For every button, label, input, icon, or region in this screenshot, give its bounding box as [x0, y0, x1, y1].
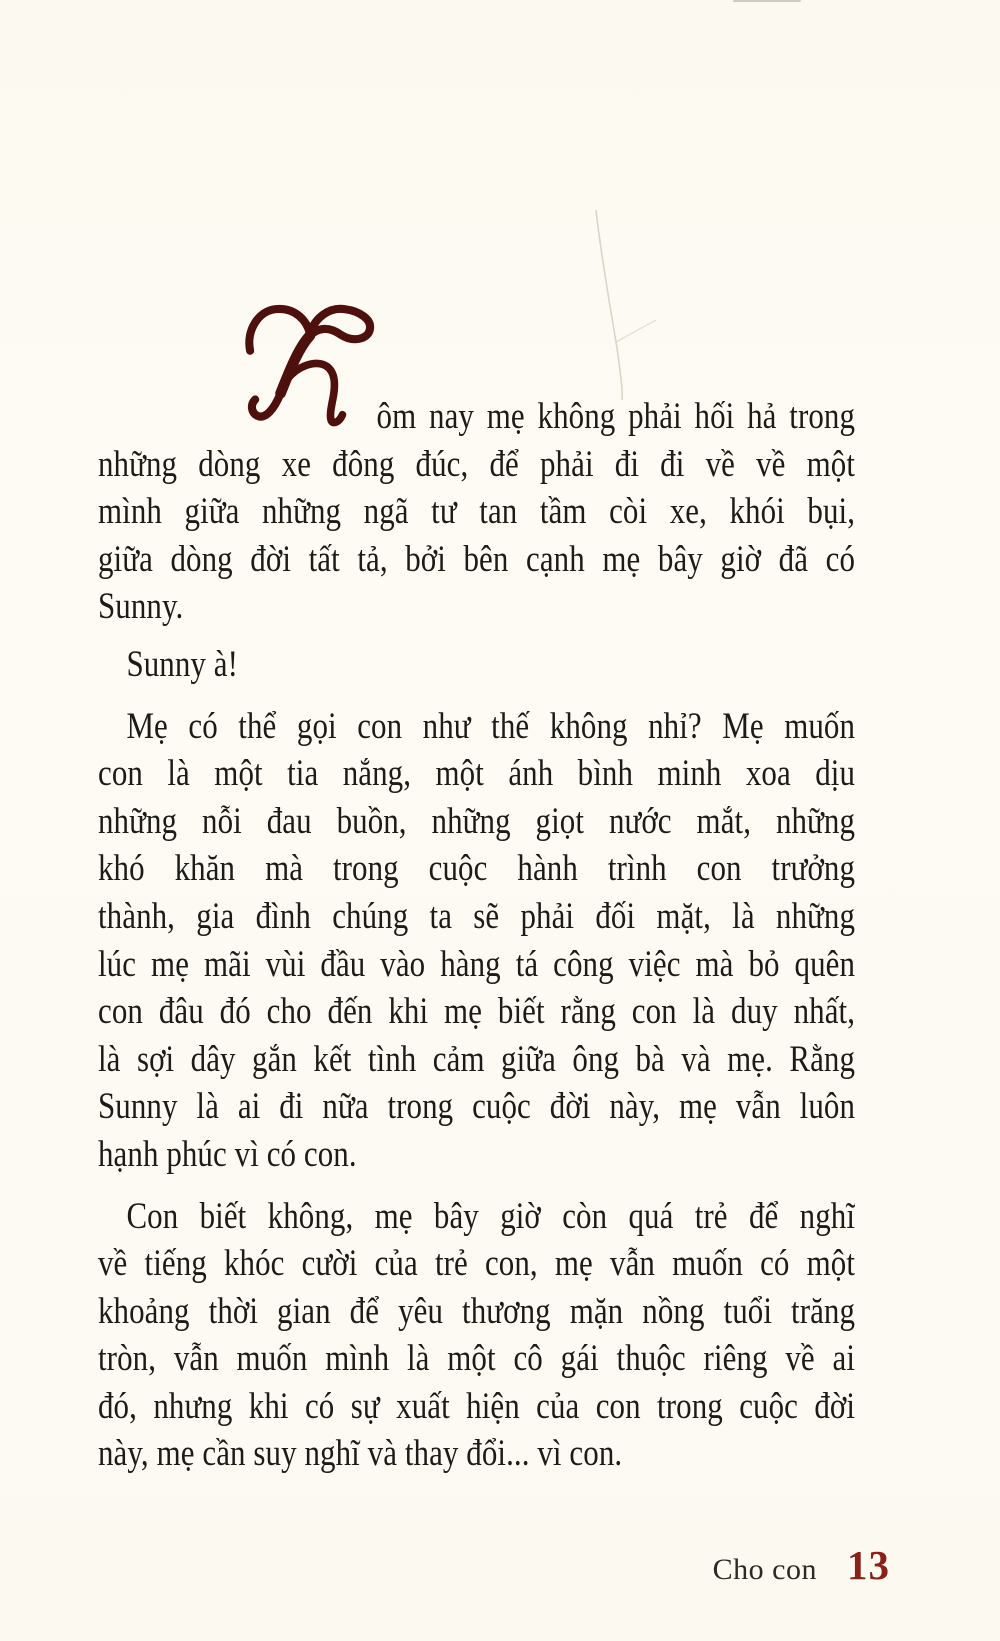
text-line: thành, gia đình chúng ta sẽ phải đối mặt, là những	[98, 895, 856, 937]
text-line: khó khăn mà trong cuộc hành trình con trưởng	[98, 848, 856, 890]
text-line: giữa dòng đời tất tả, bởi bên cạnh mẹ bây giờ đã có	[98, 538, 856, 580]
page-number: 13	[847, 1542, 890, 1588]
text-line: ôm nay mẹ không phải hối hả trong	[376, 396, 856, 437]
text-line: con là một tia nắng, một ánh bình minh xoa dịu	[98, 753, 856, 795]
scan-edge-mark	[733, 0, 801, 2]
text-line: tròn, vẫn muốn mình là một cô gái thuộc riêng về ai	[98, 1338, 856, 1380]
text-line: Con biết không, mẹ bây giờ còn quá trẻ để nghĩ	[126, 1195, 856, 1237]
text-line: về tiếng khóc cười của trẻ con, mẹ vẫn muốn có một	[98, 1243, 856, 1285]
text-line: Sunny là ai đi nữa trong cuộc đời này, mẹ vẫn luôn	[98, 1086, 856, 1128]
text-line: là sợi dây gắn kết tình cảm giữa ông bà và mẹ. Rằng	[98, 1038, 856, 1080]
paragraph	[98, 703, 855, 1179]
text-line: Sunny à!	[126, 643, 239, 685]
text-line: những nỗi đau buồn, những giọt nước mắt, những	[98, 800, 856, 842]
page-footer	[713, 1541, 890, 1589]
text-flow	[98, 393, 855, 1478]
paragraph	[98, 393, 855, 631]
text-line: con đâu đó cho đến khi mẹ biết rằng con là duy nhất,	[98, 991, 856, 1033]
text-line: lúc mẹ mãi vùi đầu vào hàng tá công việc mà bỏ quên	[98, 943, 856, 985]
text-line: những dòng xe đông đúc, để phải đi đi về về một	[98, 443, 856, 485]
text-line: khoảng thời gian để yêu thương mặn nồng tuổi trăng	[98, 1290, 856, 1332]
text-line: Mẹ có thể gọi con như thế không nhỉ? Mẹ muốn	[126, 705, 856, 747]
text-line: đó, nhưng khi có sự xuất hiện của con trong cuộc đời	[98, 1385, 856, 1427]
text-line: mình giữa những ngã tư tan tầm còi xe, khói bụi,	[98, 491, 856, 533]
text-line: này, mẹ cần suy nghĩ và thay đổi... vì con.	[98, 1433, 623, 1475]
paragraph	[98, 1193, 855, 1479]
chapter-title: Cho con	[712, 1553, 817, 1586]
paragraph	[98, 641, 855, 689]
text-line: hạnh phúc vì có con.	[98, 1133, 357, 1175]
text-line: Sunny.	[98, 586, 184, 628]
